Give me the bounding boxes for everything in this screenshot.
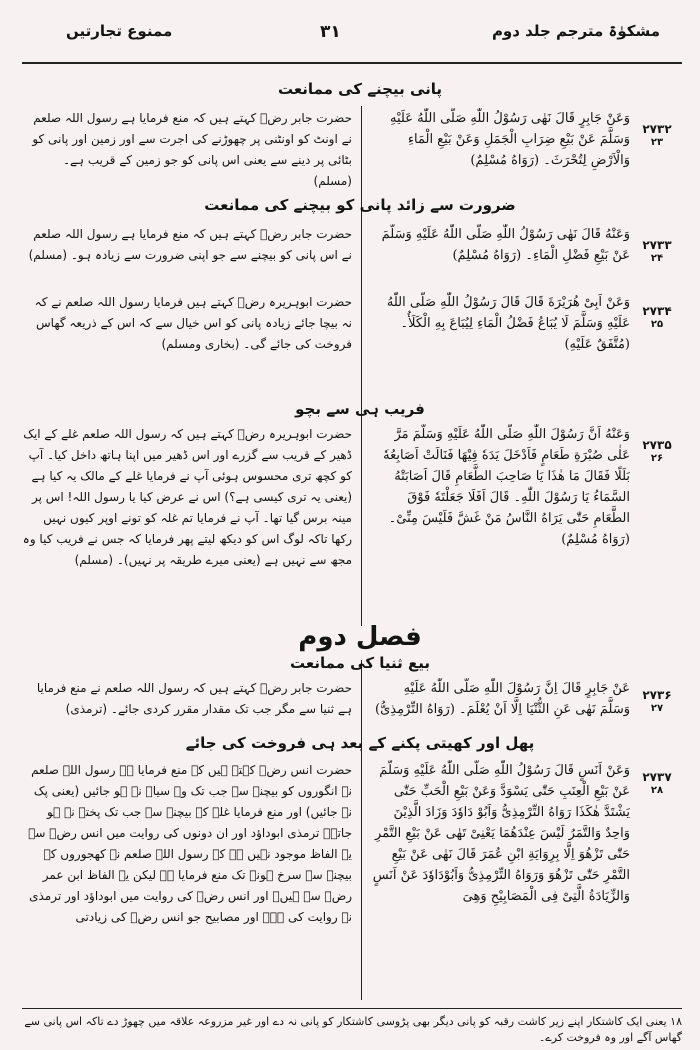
part-heading: فصل دوم xyxy=(298,622,422,652)
header-divider xyxy=(22,62,682,64)
header-page-number: ۳۱ xyxy=(320,22,341,42)
hadith-number xyxy=(634,304,680,332)
header-book-title: مشکوٰۃ مترجم جلد دوم xyxy=(491,22,660,40)
arabic-text: وَعَنْ اَبِىْ هُرَيْرَةَ قَالَ قَالَ رَسُوْلُ اللّٰهِ صَلَّى اللّٰهُ عَلَيْهِ وَسَلَّمَ لَا يُبَاعُ فَضْلُ الْمَاءِ لِيُبَاعَ بِهِ الْكَلَأُ۔ (مُتَّفَقٌ عَلَيْهِ) xyxy=(386,295,630,352)
page-header xyxy=(0,0,700,62)
urdu-translation: حضرت ابوہریرہ رضؓ کہتے ہیں کہ رسول اللہ صلعم غلے کے ایک ڈھیر کے قریب سے گزرے اور اس ڈھیر میں اپنا ہاتھ داخل کیا۔ آپ کو کچھ تری محسوس ہوئی آپ نے فرمایا غلے کے مالک یہ کیا ہے (یعنی یہ تری کیسی ہے؟) اس نے عرض کیا یا رسول اللہ! اس پر مینہ برس گیا تھا۔ آپ نے فرمایا تم غلہ کو تونے اوپر کیوں نہیں رکھا تاکہ لوگ اس کو دیکھ لیتے پھر فرمایا کہ جس نے فریب کیا وہ مجھ سے نہیں ہے (یعنی میرے طریقہ پر نہیں)۔ (مسلم) xyxy=(22,427,352,567)
hadith-number-sub: ۲۵ xyxy=(650,319,664,330)
footnote: ۱۸ یعنی ایک کاشتکار اپنے زیر کاشت رقبہ کو پانی دیگر بھی پڑوسی کاشتکار کو پانی نہ دے اور غیر مزروعہ علاقہ میں چھوڑ دے تاکہ اس پانی سے گھاس آگے اور وہ فروخت کرے۔ xyxy=(24,1015,682,1044)
urdu-translation: حضرت جابر رضؓ کہتے ہیں کہ منع فرمایا ہے رسول اللہ صلعم نے اونٹ کو اونٹنی پر چھوڑنے کی اجرت سے اور زمین اور پانی کو بٹائی پر دینے سے یعنی اس پانی کو جو زمین کے قریب ہے۔ (مسلم) xyxy=(32,111,352,188)
urdu-translation: حضرت انس رضؓ کہتے ہیں کہ منع فرمایا ہے رسول اللہ صلعم نے انگوروں کو بیچنے سے جب تک وہ سیاہ نہ ہو جائیں (یعنی پک نہ جائیں) اور منع فرمایا غلہ کے بیچنے سے جب تک پختہ نہ ہو جاتے۔ ترمذی ابوداؤد اور ان دونوں کی روایت میں انس رضؓ سے یہ الفاظ موجود نہیں ہے کہ رسول اللہ صلعم نے کھجوروں کے بیچنے سے سرخ ہونے تک منع فرمایا ہے لیکن یہ الفاظ ابن عمر رضؓ سے ہیں۔ اور انس رضؓ کی روایت میں ابوداؤد اور ترمذی نے روایت کی ہے۔ اور مصابیح جو انس رضؓ کی زیادتی xyxy=(28,763,352,924)
arabic-text: وَعَنْ اَنَسٍ قَالَ رَسُوْلُ اللّٰهِ صَلَّى اللّٰهُ عَلَيْهِ وَسَلَّمَ عَنْ بَيْعِ الْعِنَبِ حَتّٰى يَسْوَدَّ وَعَنْ بَيْعِ الْحَبِّ حَتّٰى يَشْتَدَّ هٰكَذَا رَوَاهُ التِّرْمِذِىُّ وَاَبُوْ دَاوٗدَ وَزَادَ الَّذِيْنَ وَاحِدٌ وَالتَّمَرُ لَيْسَ عِنْدَهُمَا يَعْنِىْ تَهٰى عَنْ بَيْعِ التَّمْرِ حَتّٰى تَزْهُوَ اِلَّا بِرِوَايَةِ ابْنِ عُمَرَ قَالَ نَهٰى عَنْ بَيْعِ التَّمْرِ حَتّٰى تَزْهُوَ وَرَوَاهُ التِّرْمِذِىُّ وَاَبُوْدَاوٗدَ عَنْ اَنَسٍ وَالزِّيَادَةُ الَّتِىْ فِى الْمَصَابِيْحِ وَهِىَ xyxy=(372,763,630,904)
hadith-number-main: ۲۷۳۷ xyxy=(642,770,672,784)
hadith-number-sub: ۲۷ xyxy=(650,703,664,714)
hadith-number-main: ۲۷۳۶ xyxy=(642,688,672,702)
urdu-translation: حضرت جابر رضؓ کہتے ہیں کہ رسول اللہ صلعم نے منع فرمایا ہے ثنیا سے مگر جب تک مقدار مقرر کردی جائے۔ (ترمذی) xyxy=(36,681,352,716)
hadith-number xyxy=(634,238,680,266)
hadith-number-main: ۲۷۳۴ xyxy=(642,304,672,318)
hadith-number xyxy=(634,688,680,716)
section-title: پھل اور کھیتی پکنے کے بعد ہی فروخت کی جائے xyxy=(185,734,535,752)
arabic-text: وَعَنْهُ قَالَ نَهٰى رَسُوْلُ اللّٰهِ صَلَّى اللّٰهُ عَلَيْهِ وَسَلَّمَ عَنْ بَيْعِ فَضْلِ الْمَاءِ۔ (رَوَاهُ مُسْلِمٌ) xyxy=(381,227,630,263)
column-divider-upper xyxy=(361,106,362,626)
urdu-translation: حضرت جابر رضؓ کہتے ہیں کہ منع فرمایا ہے رسول اللہ صلعم نے اس پانی کو بیچنے سے جو اپنی ضرورت سے زیادہ ہو۔ (مسلم) xyxy=(28,227,352,262)
footnote-divider xyxy=(22,1008,682,1009)
arabic-text: وَعَنْهُ اَنَّ رَسُوْلَ اللّٰهِ صَلَّى اللّٰهُ عَلَيْهِ وَسَلَّمَ مَرَّ عَلٰى صُبْرَةِ طَعَامٍ فَاَدْخَلَ يَدَهٗ فِيْهَا فَنَالَتْ اَصَابِعُهٗ بَلَلًا فَقَالَ مَا هٰذَا يَا صَاحِبَ الطَّعَامِ قَالَ اَصَابَتْهُ السَّمَاءُ يَا رَسُوْلَ اللّٰهِ۔ قَالَ اَفَلَا جَعَلْتَهٗ فَوْقَ الطَّعَامِ حَتّٰى يَرَاهُ النَّاسُ مَنْ غَشَّ فَلَيْسَ مِنِّىْ۔ (رَوَاهُ مُسْلِمٌ) xyxy=(383,427,630,547)
hadith-number-main: ۲۷۳۳ xyxy=(642,238,672,252)
hadith-number xyxy=(634,122,680,150)
hadith-number-sub: ۲۳ xyxy=(650,137,664,148)
hadith-number-sub: ۲۶ xyxy=(650,453,664,464)
urdu-translation: حضرت ابوہریرہ رضؓ کہتے ہیں فرمایا رسول اللہ صلعم نے کہ نہ بیچا جائے زیادہ پانی کو اس خیال سے کہ اس کے ذریعہ گھاس فروخت کی جائے گی۔ (بخاری ومسلم) xyxy=(34,295,352,351)
section-title: پانی بیچنے کی ممانعت xyxy=(277,80,443,98)
hadith-number-main: ۲۷۳۵ xyxy=(642,438,672,452)
header-chapter-title: ممنوع تجارتیں xyxy=(66,22,173,40)
hadith-number xyxy=(634,438,680,466)
section-title: ضرورت سے زائد پانی کو بیچنے کی ممانعت xyxy=(204,196,516,214)
hadith-number-sub: ۲۸ xyxy=(650,785,664,796)
column-divider-lower xyxy=(361,660,362,1000)
arabic-text: وَعَنْ جَابِرٍ قَالَ نَهٰى رَسُوْلُ اللّٰهِ صَلَّى اللّٰهُ عَلَيْهِ وَسَلَّمَ عَنْ بَيْعِ ضِرَابِ الْجَمَلِ وَعَنْ بَيْعِ الْمَاءِ وَالْاَرْضِ لِتُحْرَثَ۔ (رَوَاهُ مُسْلِمٌ) xyxy=(390,111,630,168)
section-title: فریب ہی سے بچو xyxy=(295,400,425,418)
hadith-number-sub: ۲۴ xyxy=(650,253,664,264)
hadith-number-main: ۲۷۳۲ xyxy=(642,122,672,136)
section-title: بیع ثنیا کی ممانعت xyxy=(289,654,431,672)
arabic-text: عَنْ جَابِرٍ قَالَ اِنَّ رَسُوْلَ اللّٰهِ صَلَّى اللّٰهُ عَلَيْهِ وَسَلَّمَ نَهٰى عَنِ الثُّنْيَا اِلَّا اَنْ يُعْلَمَ۔ (رَوَاهُ التِّرْمِذِىُّ) xyxy=(375,681,630,717)
hadith-number xyxy=(634,770,680,798)
